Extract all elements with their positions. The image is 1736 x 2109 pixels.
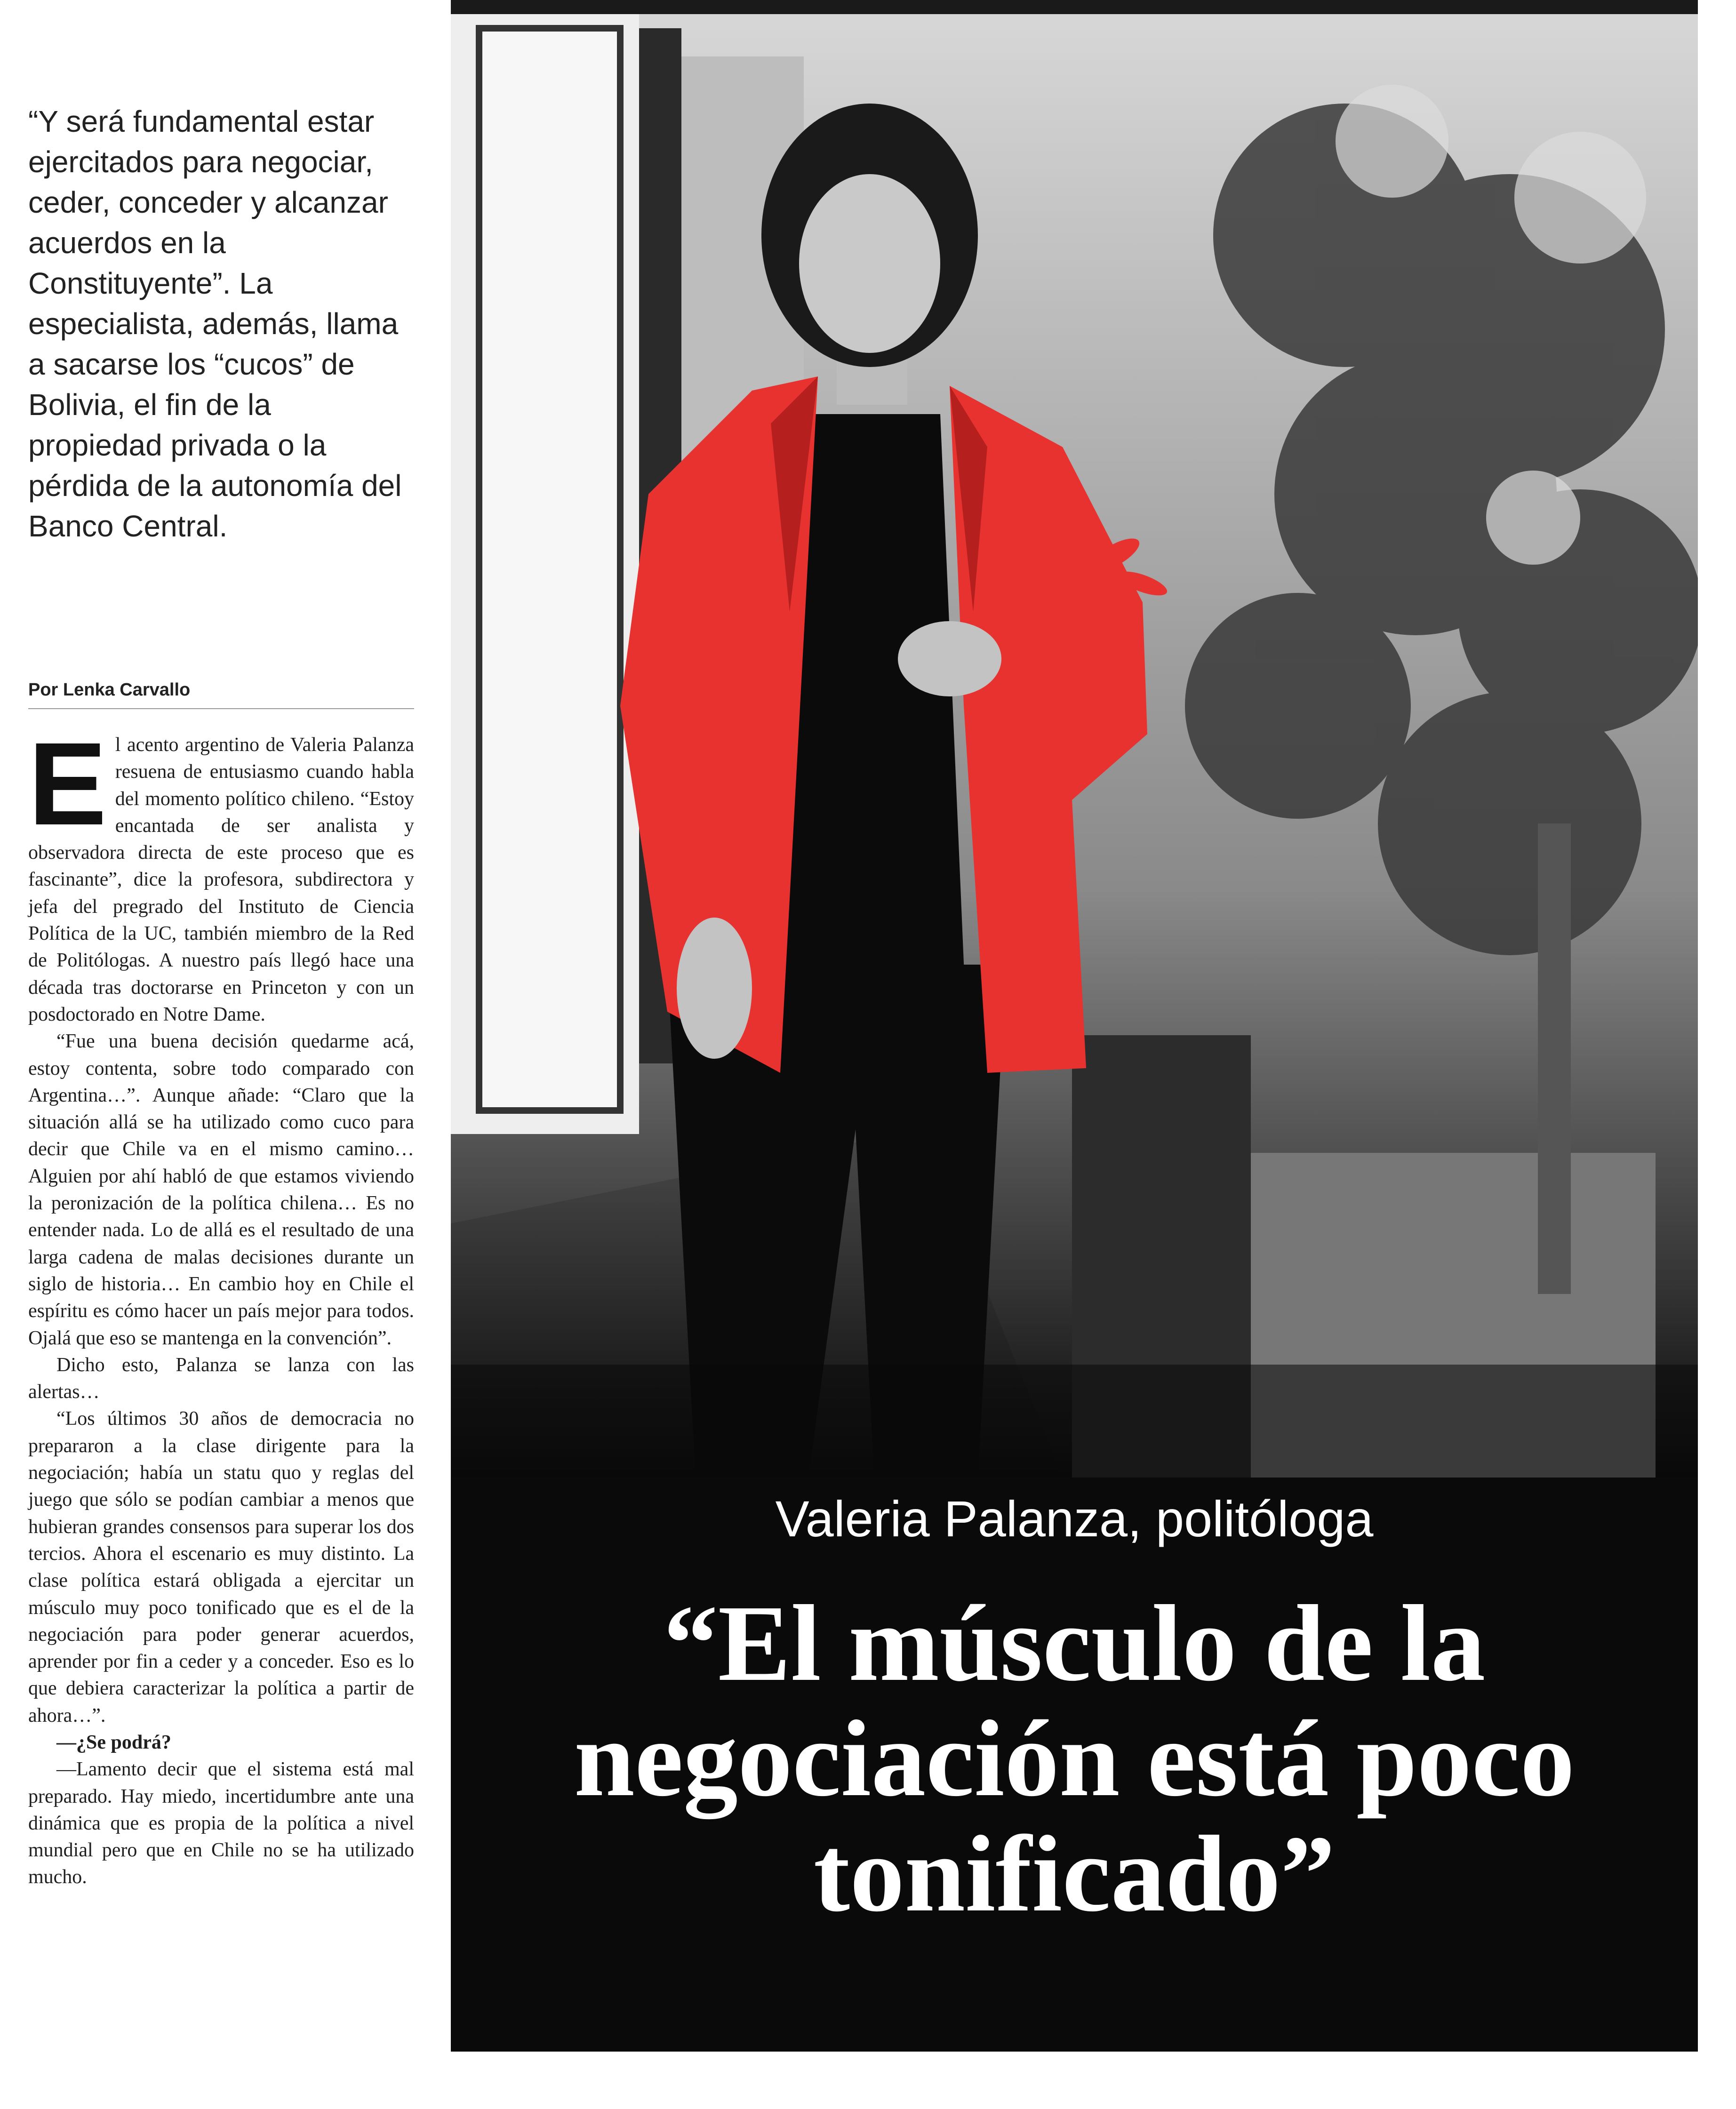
drop-cap: E [28, 718, 107, 849]
article-kicker: Valeria Palanza, politóloga [775, 1490, 1374, 1547]
byline: Por Lenka Carvallo [28, 680, 191, 700]
body-paragraph-3: Dicho esto, Palanza se lanza con las alertas… [28, 1354, 414, 1403]
portrait-photo [451, 0, 1698, 1478]
body-paragraph-2: “Fue una buena decisión quedarme acá, estoy contenta, sobre todo comparado con Argentina…”. Aunque añade: “Claro que la situación allá se ha utilizado como cuco para decir que Chile va en el mismo camino… Alguien por ahí habló de que estamos viviendo la peronización de la política chilena… Es no entender nada. Lo de allá es el resultado de una larga cadena de malas decisiones durante un siglo de historia… En cambio hoy en Chile el espíritu es cómo hacer un país mejor para todos. Ojalá que eso se mantenga en la convención”. [28, 1031, 414, 1349]
article-text-column [28, 0, 414, 2109]
byline-divider [28, 708, 414, 709]
body-paragraph-4: “Los últimos 30 años de democracia no prepararon a la clase dirigente para la negociación; había un statu quo y reglas del juego que sólo se podían cambiar a menos que hubieran grandes consensos para superar los dos tercios. Ahora el escenario es muy distinto. La clase política estará obligada a ejercitar un músculo muy poco tonificado que es el de la negociación para poder generar acuerdos, aprender por fin a ceder y a conceder. Eso es lo que debiera caracterizar la política a partir de ahora…”. [28, 1408, 414, 1726]
article-headline: “El músculo de la negociación está poco tonificado” [574, 1583, 1575, 1934]
standfirst: “Y será fundamental estar ejercitados para negociar, ceder, conceder y alcanzar acuerdos en la Constituyente”. La especialista, además, llama a sacarse los “cucos” de Bolivia, el fin de la propiedad privada o la pérdida de la autonomía del Banco Central. [28, 104, 402, 543]
body-paragraph-1: El acento argentino de Valeria Palanza resuena de entusiasmo cuando habla del momento político chileno. “Estoy encantada de ser analista y observadora directa de este proceso que es fascinante”, dice la profesora, subdirectora y jefa del pregrado del Instituto de Ciencia Política de la UC, también miembro de la Red de Politólogas. A nuestro país llegó hace una década tras doctorarse en Princeton y con un posdoctorado en Notre Dame. [28, 718, 414, 1025]
article-body [28, 718, 414, 1891]
interview-question: —¿Se podrá? [56, 1731, 171, 1753]
body-paragraph-5: —Lamento decir que el sistema está mal preparado. Hay miedo, incertidumbre ante una dinámica que es propia de la política a nivel mundial pero que en Chile no se ha utilizado mucho. [28, 1758, 414, 1888]
feature-photo-panel [451, 0, 1698, 2052]
